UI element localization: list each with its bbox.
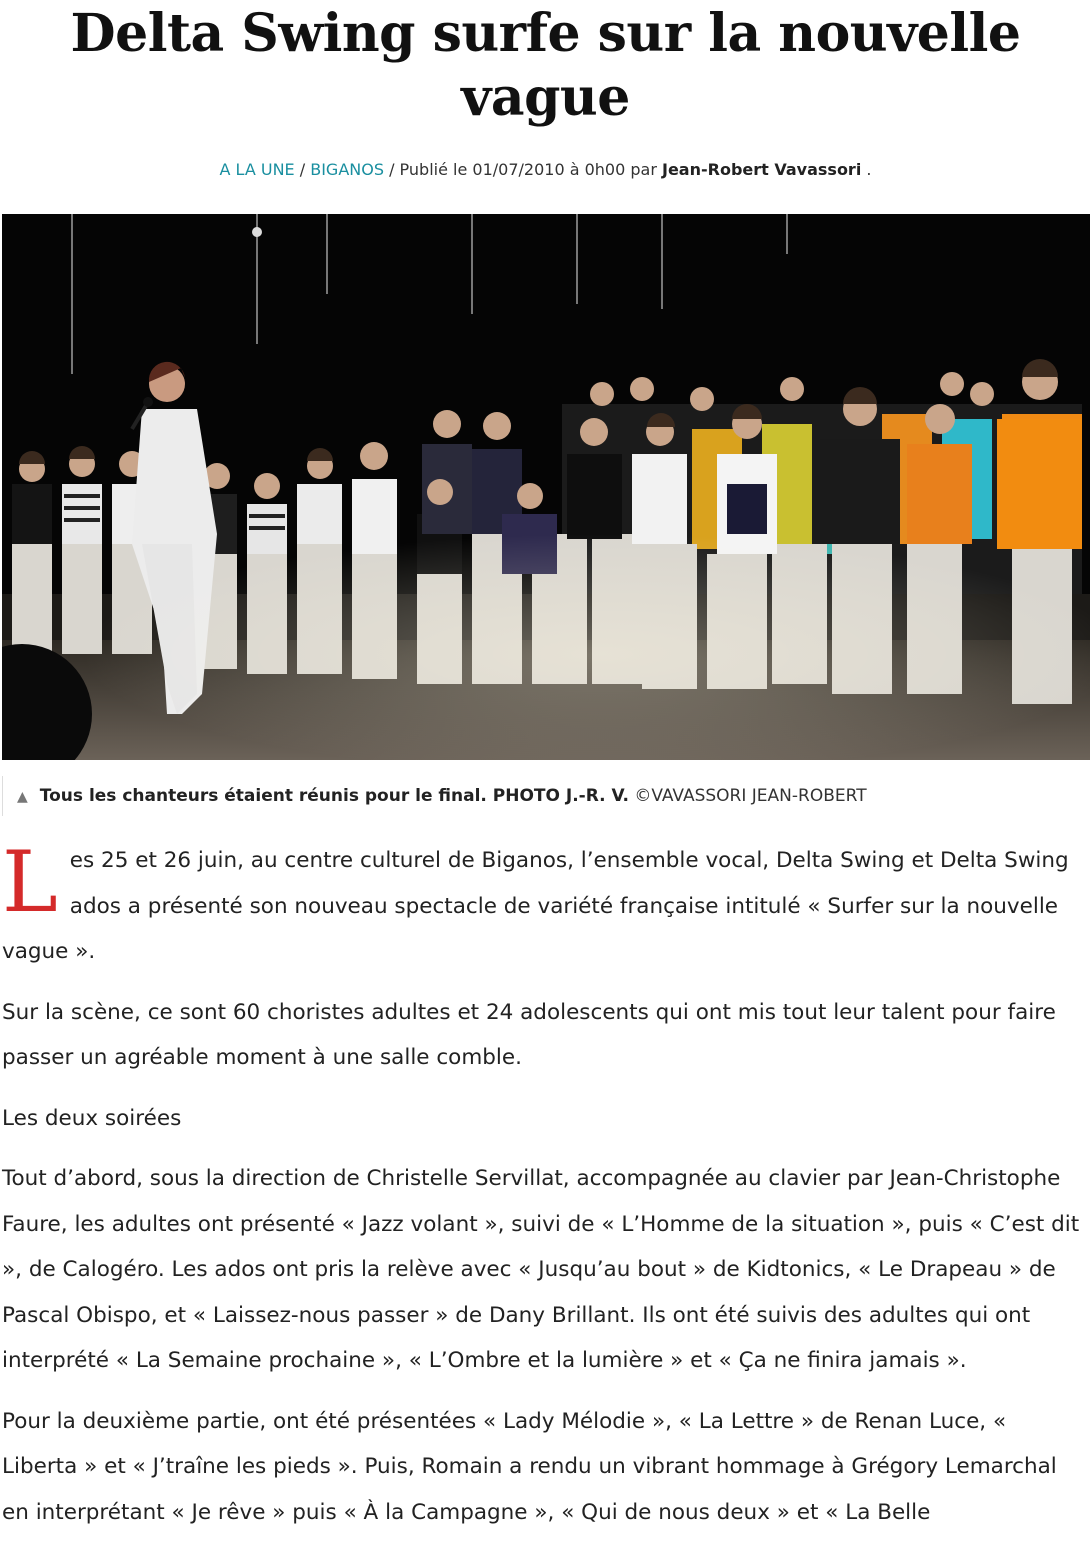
breadcrumb-separator: / bbox=[294, 160, 311, 179]
paragraph: Pour la deuxième partie, ont été présentées « Lady Mélodie », « La Lettre » de Renan Luce, « Liberta » et « J’traîne les pieds ». Puis, Romain a rendu un vibrant hommage à Grégory Lemarchal en interprétant « Je rêve » puis « À la Campagne », « Qui de nous deux » et « La Belle bbox=[2, 1408, 1057, 1525]
photo-credit: ©VAVASSORI JEAN-ROBERT bbox=[628, 786, 867, 806]
caption-text: Tous les chanteurs étaient réunis pour le final. PHOTO J.-R. V. bbox=[39, 786, 629, 806]
article-meta bbox=[0, 158, 1091, 182]
paragraph-intro bbox=[2, 833, 1088, 975]
article-body bbox=[2, 833, 1088, 1550]
meta-end: . bbox=[861, 160, 872, 179]
publish-date: Publié le 01/07/2010 à 0h00 par bbox=[399, 160, 662, 179]
breadcrumb-separator: / bbox=[383, 160, 400, 179]
breadcrumb-section-link[interactable]: A LA UNE bbox=[219, 160, 295, 179]
paragraph-intro-text: es 25 et 26 juin, au centre culturel de Biganos, l’ensemble vocal, Delta Swing et Delta Swing ados a présenté son nouveau spectacle de variété française intitulé « Surfer sur la nouvelle vague ». bbox=[2, 848, 1069, 964]
breadcrumb-city-link[interactable]: BIGANOS bbox=[310, 160, 384, 179]
paragraph: Tout d’abord, sous la direction de Christelle Servillat, accompagnée au clavier par Jean-Christophe Faure, les adultes ont présenté « Jazz volant », suivi de « L’Homme de la situation », puis « C’est dit », de Calogéro. Les ados ont pris la relève avec « Jusqu’au bout » de Kidtonics, « Le Drapeau » de Pascal Obispo, et « Laissez-nous passer » de Dany Brillant. Ils ont été suivis des adultes qui ont interprété « La Semaine prochaine », « L’Ombre et la lumière » et « Ça ne finira jamais ». bbox=[2, 1166, 1080, 1373]
paragraph: Sur la scène, ce sont 60 choristes adultes et 24 adolescents qui ont mis tout leur talent pour faire passer un agréable moment à une salle comble. bbox=[2, 999, 1056, 1070]
photo-caption bbox=[2, 776, 1082, 816]
article-photo[interactable] bbox=[2, 214, 1090, 760]
author-name: Jean-Robert Vavassori bbox=[662, 160, 862, 179]
article-title: Delta Swing surfe sur la nouvelle vague bbox=[70, 3, 1021, 128]
up-triangle-icon[interactable]: ▲ bbox=[17, 789, 28, 805]
choir-stage-photo bbox=[2, 214, 1090, 760]
section-subhead: Les deux soirées bbox=[2, 1105, 182, 1131]
drop-cap: L bbox=[2, 833, 58, 931]
